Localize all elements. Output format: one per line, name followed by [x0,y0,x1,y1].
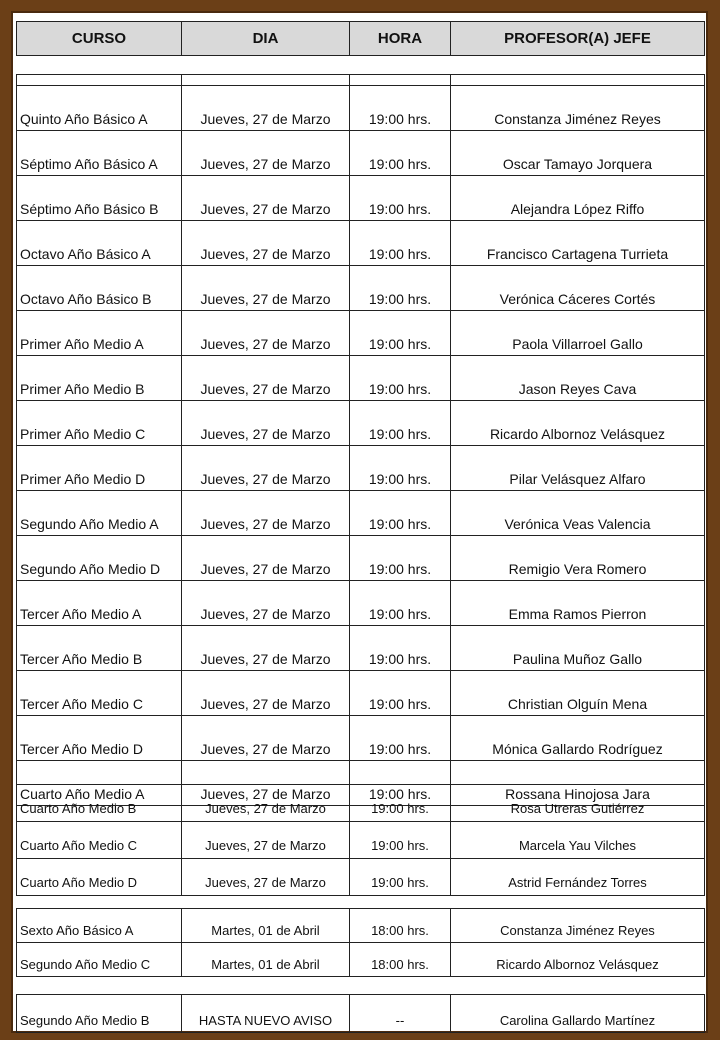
cell-dia: Jueves, 27 de Marzo [182,266,350,311]
cell-profesor: Pilar Velásquez Alfaro [451,446,705,491]
table-row [17,716,705,761]
header-hora: HORA [350,22,451,56]
table-row [17,356,705,401]
cell-profesor: Remigio Vera Romero [451,536,705,581]
cell-hora: 19:00 hrs. [350,859,451,896]
header-dia: DIA [182,22,350,56]
cell-curso: Séptimo Año Básico B [17,176,182,221]
cell-dia: Martes, 01 de Abril [182,943,350,977]
cell-profesor: Verónica Veas Valencia [451,491,705,536]
cell-hora: 19:00 hrs. [350,401,451,446]
cell-dia: Jueves, 27 de Marzo [182,401,350,446]
cell-profesor: Astrid Fernández Torres [451,859,705,896]
cell-curso: Cuarto Año Medio A [17,761,182,806]
table-row [17,311,705,356]
cell-profesor: Francisco Cartagena Turrieta [451,221,705,266]
cell-profesor: Paulina Muñoz Gallo [451,626,705,671]
table-row [17,909,705,943]
cell-hora: 18:00 hrs. [350,909,451,943]
cell-curso: Tercer Año Medio C [17,671,182,716]
cell-curso: Cuarto Año Medio C [17,822,182,859]
cell-dia: HASTA NUEVO AVISO [182,995,350,1033]
cell-dia: Jueves, 27 de Marzo [182,671,350,716]
cell-curso: Cuarto Año Medio D [17,859,182,896]
cell-hora: 19:00 hrs. [350,581,451,626]
cell-hora: 19:00 hrs. [350,822,451,859]
cell-hora: 19:00 hrs. [350,716,451,761]
cell-dia: Jueves, 27 de Marzo [182,86,350,131]
header-table [16,21,705,56]
table-spacer-row [17,75,705,86]
cell-hora: 18:00 hrs. [350,943,451,977]
cell-profesor: Marcela Yau Vilches [451,822,705,859]
cell-hora: 19:00 hrs. [350,266,451,311]
cell-hora: 19:00 hrs. [350,446,451,491]
schedule-table-group-a [16,74,705,806]
cell-curso: Sexto Año Básico A [17,909,182,943]
cell-dia: Jueves, 27 de Marzo [182,356,350,401]
cell-dia: Jueves, 27 de Marzo [182,761,350,806]
cell-dia: Jueves, 27 de Marzo [182,822,350,859]
cell-dia: Jueves, 27 de Marzo [182,536,350,581]
cell-curso: Quinto Año Básico A [17,86,182,131]
cell-curso: Primer Año Medio D [17,446,182,491]
cell-dia: Jueves, 27 de Marzo [182,859,350,896]
cell-curso: Séptimo Año Básico A [17,131,182,176]
table-row [17,221,705,266]
table-row [17,86,705,131]
cell-hora: 19:00 hrs. [350,356,451,401]
schedule-sheet [11,11,708,1033]
table-row [17,401,705,446]
table-row [17,491,705,536]
table-row [17,176,705,221]
cell-dia: Jueves, 27 de Marzo [182,221,350,266]
cell-hora: 19:00 hrs. [350,176,451,221]
cell-curso: Segundo Año Medio A [17,491,182,536]
cell-dia: Jueves, 27 de Marzo [182,446,350,491]
cell-dia: Jueves, 27 de Marzo [182,131,350,176]
cell-hora: 19:00 hrs. [350,671,451,716]
table-row [17,943,705,977]
cell-curso: Segundo Año Medio B [17,995,182,1033]
cell-hora: 19:00 hrs. [350,311,451,356]
cell-curso: Octavo Año Básico A [17,221,182,266]
table-row [17,626,705,671]
table-row [17,859,705,896]
cell-curso: Primer Año Medio A [17,311,182,356]
cell-curso: Primer Año Medio C [17,401,182,446]
cell-curso: Octavo Año Básico B [17,266,182,311]
schedule-table-group-d [16,994,705,1033]
cell-profesor: Ricardo Albornoz Velásquez [451,943,705,977]
cell-curso: Tercer Año Medio D [17,716,182,761]
cell-hora: 19:00 hrs. [350,626,451,671]
cell-profesor: Oscar Tamayo Jorquera [451,131,705,176]
cell-dia: Jueves, 27 de Marzo [182,311,350,356]
cell-dia: Jueves, 27 de Marzo [182,716,350,761]
table-row [17,266,705,311]
cell-profesor: Jason Reyes Cava [451,356,705,401]
cell-curso: Primer Año Medio B [17,356,182,401]
cell-profesor: Emma Ramos Pierron [451,581,705,626]
cell-profesor: Verónica Cáceres Cortés [451,266,705,311]
cell-profesor: Ricardo Albornoz Velásquez [451,401,705,446]
cell-curso: Tercer Año Medio A [17,581,182,626]
table-row [17,822,705,859]
cell-profesor: Rossana Hinojosa Jara [451,761,705,806]
cell-profesor: Constanza Jiménez Reyes [451,86,705,131]
cell-profesor: Alejandra López Riffo [451,176,705,221]
cell-profesor: Paola Villarroel Gallo [451,311,705,356]
table-row [17,785,705,822]
cell-dia: Martes, 01 de Abril [182,909,350,943]
cell-dia: Jueves, 27 de Marzo [182,491,350,536]
schedule-table-group-b [16,784,705,896]
cell-profesor: Carolina Gallardo Martínez [451,995,705,1033]
cell-dia: Jueves, 27 de Marzo [182,581,350,626]
cell-hora: 19:00 hrs. [350,761,451,806]
cell-profesor: Mónica Gallardo Rodríguez [451,716,705,761]
table-row [17,671,705,716]
cell-hora: 19:00 hrs. [350,86,451,131]
cell-hora: 19:00 hrs. [350,221,451,266]
table-row [17,446,705,491]
cell-hora: 19:00 hrs. [350,131,451,176]
header-row [17,22,705,56]
cell-hora: 19:00 hrs. [350,491,451,536]
table-row [17,995,705,1033]
cell-hora: 19:00 hrs. [350,536,451,581]
cell-curso: Tercer Año Medio B [17,626,182,671]
table-row [17,536,705,581]
table-row [17,581,705,626]
cell-curso: Segundo Año Medio C [17,943,182,977]
cell-hora: -- [350,995,451,1033]
header-profesor: PROFESOR(A) JEFE [451,22,705,56]
schedule-table-group-c [16,908,705,977]
cell-profesor: Constanza Jiménez Reyes [451,909,705,943]
cell-profesor: Christian Olguín Mena [451,671,705,716]
cell-profesor: Rosa Utreras Gutiérrez [451,785,705,822]
cell-dia: Jueves, 27 de Marzo [182,176,350,221]
cell-dia: Jueves, 27 de Marzo [182,785,350,822]
cell-hora: 19:00 hrs. [350,785,451,822]
cell-dia: Jueves, 27 de Marzo [182,626,350,671]
cell-curso: Cuarto Año Medio B [17,785,182,822]
cell-curso: Segundo Año Medio D [17,536,182,581]
table-row [17,131,705,176]
header-curso: CURSO [17,22,182,56]
